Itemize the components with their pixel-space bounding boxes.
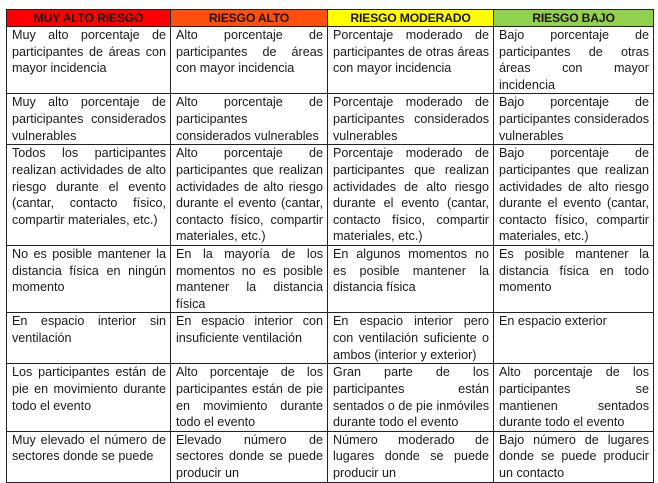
table-cell: Muy alto porcentaje de participantes de áreas con mayor incidencia [7,27,171,94]
table-cell: En algunos momentos no es posible mantener la distancia física [328,245,494,312]
table-row [7,27,654,94]
table-row [7,145,654,246]
risk-level-table [6,9,654,483]
table-cell: No es posible mantener la distancia física en ningún momento [7,245,171,312]
table-cell: En espacio interior con insuficiente ventilación [171,313,328,364]
table-cell: En espacio interior sin ventilación [7,313,171,364]
table-cell: Los participantes están de pie en movimiento durante todo el evento [7,364,171,431]
table-cell: Porcentaje moderado de participantes considerados vulnerables [328,94,494,145]
header-riesgo-bajo: RIESGO BAJO [494,10,654,27]
table-cell: Alto porcentaje de participantes considerados vulnerables [171,94,328,145]
table-cell: Alto porcentaje de participantes que realizan actividades de alto riesgo durante el evento (cantar, contacto físico, compartir materiales, etc.) [171,145,328,246]
table-row [7,94,654,145]
table-cell: Alto porcentaje de los participantes se mantienen sentados durante todo el evento [494,364,654,431]
table-cell: Todos los participantes realizan actividades de alto riesgo durante el evento (cantar, contacto físico, compartir materiales, etc.) [7,145,171,246]
table-cell: Muy alto porcentaje de participantes considerados vulnerables [7,94,171,145]
header-muy-alto-riesgo: MUY ALTO RIESGO [7,10,171,27]
table-cell: Es posible mantener la distancia física en todo momento [494,245,654,312]
table-header-row [7,10,654,27]
table-cell: Número moderado de lugares donde se puede producir un [328,431,494,482]
table-cell: En espacio exterior [494,313,654,364]
table-row [7,245,654,312]
table-cell: Alto porcentaje de los participantes están de pie en movimiento durante todo el evento [171,364,328,431]
table-cell: Alto porcentaje de participantes de áreas con mayor incidencia [171,27,328,94]
table-cell: Bajo número de lugares donde se puede producir un contacto [494,431,654,482]
table-row [7,313,654,364]
table-cell: Bajo porcentaje de participantes de otras áreas con mayor incidencia [494,27,654,94]
header-riesgo-alto: RIESGO ALTO [171,10,328,27]
table-cell: En la mayoría de los momentos no es posible mantener la distancia física [171,245,328,312]
table-cell: Gran parte de los participantes están sentados o de pie inmóviles durante todo el evento [328,364,494,431]
table-cell: Bajo porcentaje de participantes que realizan actividades de alto riesgo durante el evento (cantar, contacto físico, compartir materiales, etc.) [494,145,654,246]
table-cell: Bajo porcentaje de participantes considerados vulnerables [494,94,654,145]
table-row [7,431,654,482]
header-riesgo-moderado: RIESGO MODERADO [328,10,494,27]
table-cell: Muy elevado el número de sectores donde se puede [7,431,171,482]
table-cell: Porcentaje moderado de participantes que realizan actividades de alto riesgo durante el evento (cantar, contacto físico, compartir materiales, etc.) [328,145,494,246]
table-cell: En espacio interior pero con ventilación suficiente o ambos (interior y exterior) [328,313,494,364]
table-row [7,364,654,431]
table-cell: Porcentaje moderado de participantes de otras áreas con mayor incidencia [328,27,494,94]
table-cell: Elevado número de sectores donde se puede producir un [171,431,328,482]
